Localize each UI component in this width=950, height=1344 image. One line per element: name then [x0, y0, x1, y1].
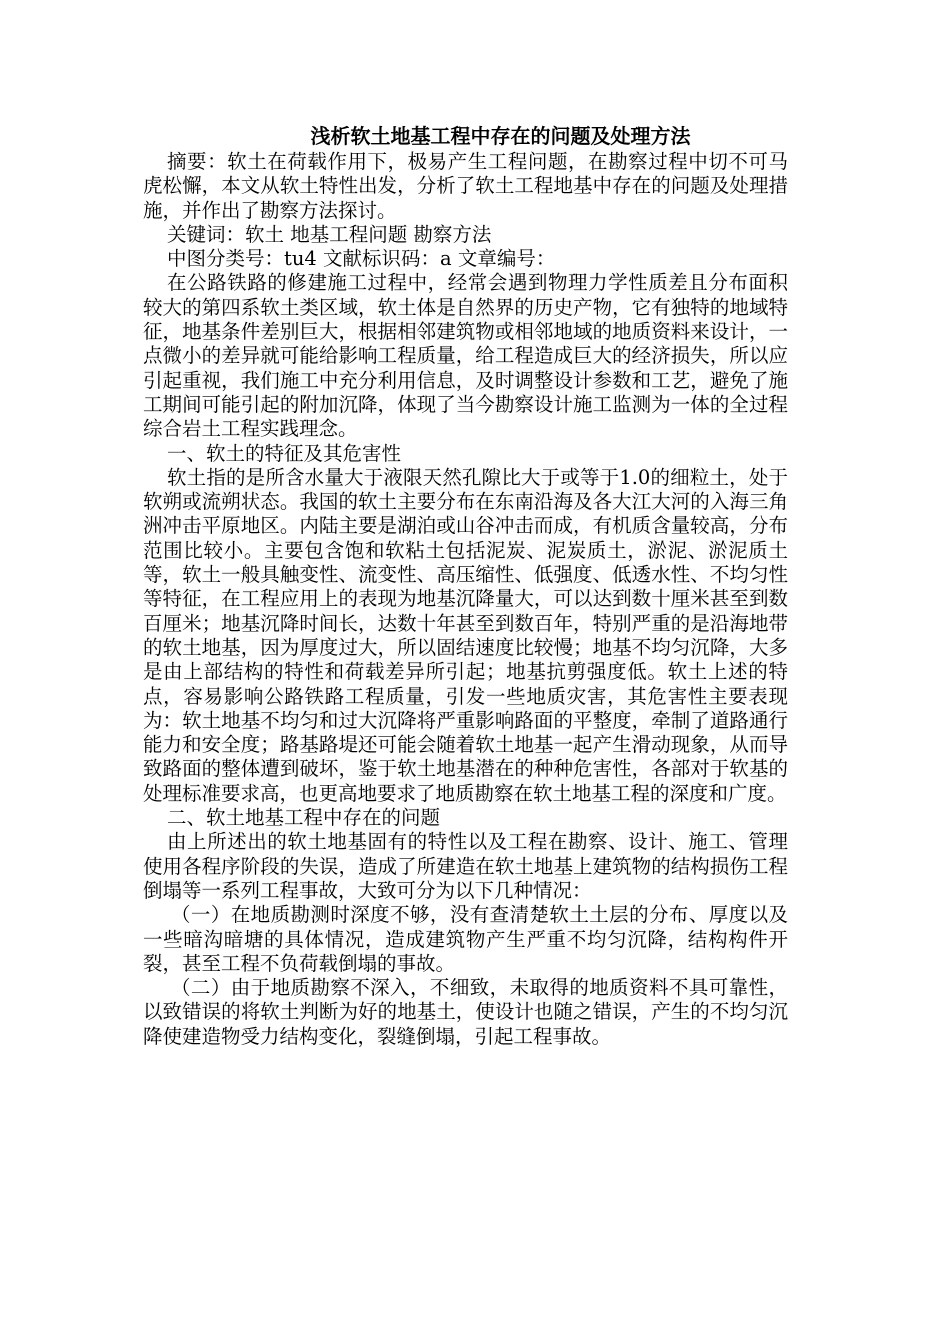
document-title: 浅析软土地基工程中存在的问题及处理方法	[310, 124, 691, 148]
section-2-heading: 二、软土地基工程中存在的问题	[167, 806, 441, 830]
section-1-heading: 一、软土的特征及其危害性	[167, 441, 402, 465]
document-page	[143, 122, 788, 1049]
section-1-paragraph: 软土指的是所含水量大于液限天然孔隙比大于或等于1.0的细粒土，处于软朔或流朔状态。我国的软土主要分布在东南沿海及各大江大河的入海三角洲冲击平原地区。内陆主要是湖泊或山谷冲击而成，有机质含量较高，分布范围比较小。主要包含饱和软粘土包括泥炭、泥炭质土，淤泥、淤泥质土等，软土一般具触变性、流变性、高压缩性、低强度、低透水性、不均匀性等特征，在工程应用上的表现为地基沉降量大，可以达到数十厘米甚至到数百厘米；地基沉降时间长，达数十年甚至到数百年，特别严重的是沿海地带的软土地基，因为厚度过大，所以固结速度比较慢；地基不均匀沉降，大多是由上部结构的特性和荷载差异所引起；地基抗剪强度低。软土上述的特点，容易影响公路铁路工程质量，引发一些地质灾害，其危害性主要表现为：软土地基不均匀和过大沉降将严重影响路面的平整度，牵制了道路通行能力和安全度；路基路堤还可能会随着软土地基一起产生滑动现象，从而导致路面的整体遭到破坏，鉴于软土地基潜在的种种危害性，各部对于软基的处理标准要求高，也更高地要求了地质勘察在软土地基工程的深度和广度。	[143, 465, 788, 805]
abstract-paragraph: 摘要：软土在荷载作用下，极易产生工程问题，在勘察过程中切不可马虎松懈，本文从软土特性出发，分析了软土工程地基中存在的问题及处理措施，并作出了勘察方法探讨。	[143, 150, 788, 222]
intro-paragraph: 在公路铁路的修建施工过程中，经常会遇到物理力学性质差且分布面积较大的第四系软土类区域，软土体是自然界的历史产物，它有独特的地域特征，地基条件差别巨大，根据相邻建筑物或相邻地域的地质资料来设计，一点微小的差异就可能给影响工程质量，给工程造成巨大的经济损失，所以应引起重视，我们施工中充分利用信息，及时调整设计参数和工艺，避免了施工期间可能引起的附加沉降，体现了当今勘察设计施工监测为一体的全过程综合岩土工程实践理念。	[143, 271, 788, 441]
list-item-1: （一）在地质勘测时深度不够，没有查清楚软土土层的分布、厚度以及一些暗沟暗塘的具体情况，造成建筑物产生严重不均匀沉降，结构构件开裂，甚至工程不负荷载倒塌的事故。	[143, 903, 788, 975]
section-2-paragraph: 由上所述出的软土地基固有的特性以及工程在勘察、设计、施工、管理使用各程序阶段的失误，造成了所建造在软土地基上建筑物的结构损伤工程倒塌等一系列工程事故，大致可分为以下几种情况：	[143, 830, 788, 902]
keywords-line: 关键词：软土 地基工程问题 勘察方法	[167, 222, 492, 246]
classification-line: 中图分类号：tu4 文献标识码：a 文章编号：	[167, 247, 556, 271]
list-item-2: （二）由于地质勘察不深入，不细致，未取得的地质资料不具可靠性，以致错误的将软土判断为好的地基土，使设计也随之错误，产生的不均匀沉降使建造物受力结构变化，裂缝倒塌，引起工程事故。	[143, 976, 788, 1048]
